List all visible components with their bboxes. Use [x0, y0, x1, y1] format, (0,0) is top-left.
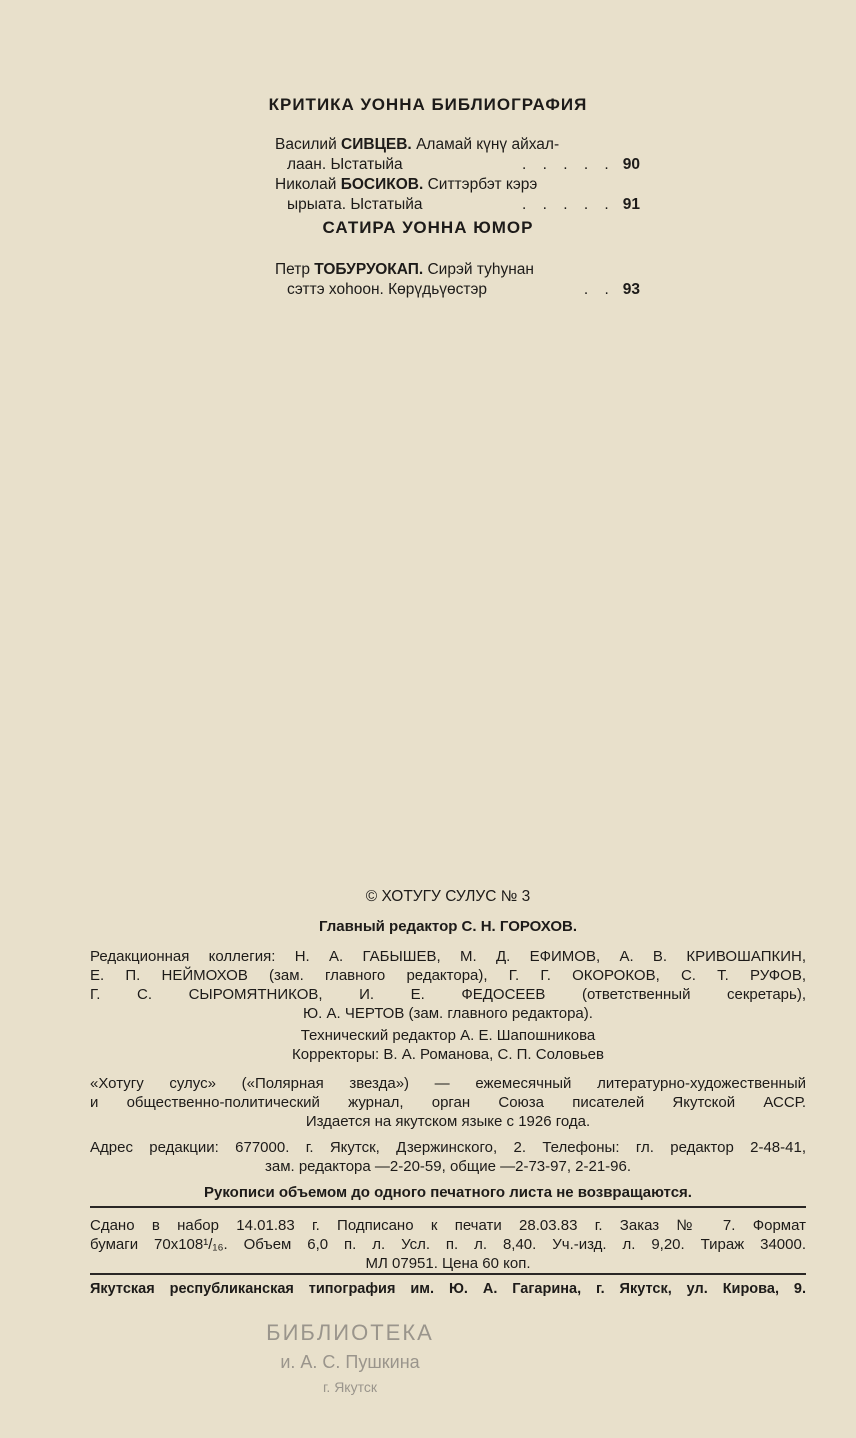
- author-last: ТОБУРУОКАП.: [314, 261, 424, 278]
- divider: [90, 1206, 806, 1208]
- board-line: Г. С. СЫРОМЯТНИКОВ, И. Е. ФЕДОСЕЕВ (ответственный секретарь),: [90, 986, 806, 1003]
- entry-title: Аламай күнү айхал-: [416, 136, 560, 153]
- entry-title-cont: ырыата. Ыстатыйа: [287, 196, 423, 213]
- entry-title-cont: лаан. Ыстатыйа: [287, 156, 403, 173]
- section-title-satire: САТИРА УОННА ЮМОР: [322, 218, 534, 237]
- journal-line: [90, 887, 806, 906]
- author-first: Николай: [275, 176, 337, 193]
- copyright-icon: ©: [365, 888, 378, 905]
- stamp-line: БИБЛИОТЕКА: [266, 1320, 434, 1345]
- print-line: Сдано в набор 14.01.83 г. Подписано к печати 28.03.83 г. Заказ № 7. Формат: [90, 1217, 806, 1234]
- chief-editor: Главный редактор С. Н. ГОРОХОВ.: [318, 918, 578, 935]
- tech-editor: Технический редактор А. Е. Шапошникова: [300, 1027, 596, 1044]
- page-number: 90: [622, 156, 640, 173]
- page-number: 91: [622, 196, 640, 213]
- toc-entry-3: Петр ТОБУРУОКАП. Сирэй туһунан сэттэ хоһоон. Көрүдьүөстэр . . 93: [275, 261, 640, 298]
- entry-title: Ситтэрбэт кэрэ: [427, 176, 538, 193]
- toc-entry-1: Василий СИВЦЕВ. Аламай күнү айхал- лаан. Ыстатыйа . . . . . 90: [275, 136, 640, 173]
- board-line: Ю. А. ЧЕРТОВ (зам. главного редактора).: [303, 1005, 593, 1022]
- board-line: Е. П. НЕЙМОХОВ (зам. главного редактора), Г. Г. ОКОРОКОВ, С. Т. РУФОВ,: [90, 967, 806, 984]
- print-details: [90, 1216, 806, 1273]
- page-number: 93: [622, 281, 640, 298]
- author-first: Петр: [275, 261, 310, 278]
- stamp-line: и. А. С. Пушкина: [280, 1352, 420, 1372]
- printer-line: Якутская республиканская типография им. Ю. А. Гагарина, г. Якутск, ул. Кирова, 9.: [90, 1281, 806, 1297]
- divider: [90, 1273, 806, 1275]
- print-line: МЛ 07951. Цена 60 коп.: [365, 1255, 531, 1272]
- board-line: Редакционная коллегия: Н. А. ГАБЫШЕВ, М. Д. ЕФИМОВ, А. В. КРИВОШАПКИН,: [90, 948, 806, 965]
- author-last: СИВЦЕВ.: [341, 136, 412, 153]
- journal-description: [90, 1074, 806, 1112]
- editorial-board: [90, 947, 806, 1023]
- manuscripts-note: Рукописи объемом до одного печатного листа не возвращаются.: [204, 1184, 692, 1201]
- entry-title-cont: сэттэ хоһоон. Көрүдьүөстэр: [287, 281, 488, 298]
- toc-entry-2: Николай БОСИКОВ. Ситтэрбэт кэрэ ырыата. Ыстатыйа . . . . . 91: [275, 176, 640, 213]
- library-stamp: [240, 1292, 460, 1407]
- author-first: Василий: [275, 136, 337, 153]
- proofreaders: Корректоры: В. А. Романова, С. П. Соловьев: [292, 1046, 604, 1063]
- section-title-critique: КРИТИКА УОННА БИБЛИОГРАФИЯ: [268, 95, 588, 114]
- author-last: БОСИКОВ.: [340, 176, 424, 193]
- entry-title: Сирэй туһунан: [427, 261, 534, 278]
- description-line: и общественно-политический журнал, орган Союза писателей Якутской АССР.: [90, 1094, 806, 1111]
- description-line: «Хотугу сулус» («Полярная звезда») — ежемесячный литературно-художественный: [90, 1075, 806, 1092]
- print-line: бумаги 70х108¹/₁₆. Объем 6,0 п. л. Усл. п. л. 8,40. Уч.-изд. л. 9,20. Тираж 34000.: [90, 1236, 806, 1253]
- address-line: зам. редактора —2-20-59, общие —2-73-97, 2-21-96.: [264, 1158, 632, 1175]
- editorial-address: [90, 1138, 806, 1176]
- address-line: Адрес редакции: 677000. г. Якутск, Дзержинского, 2. Телефоны: гл. редактор 2-48-41,: [90, 1139, 806, 1156]
- journal-name: ХОТУГУ СУЛУС № 3: [381, 888, 531, 905]
- stamp-line: г. Якутск: [323, 1379, 377, 1395]
- published-since: Издается на якутском языке с 1926 года.: [305, 1113, 591, 1130]
